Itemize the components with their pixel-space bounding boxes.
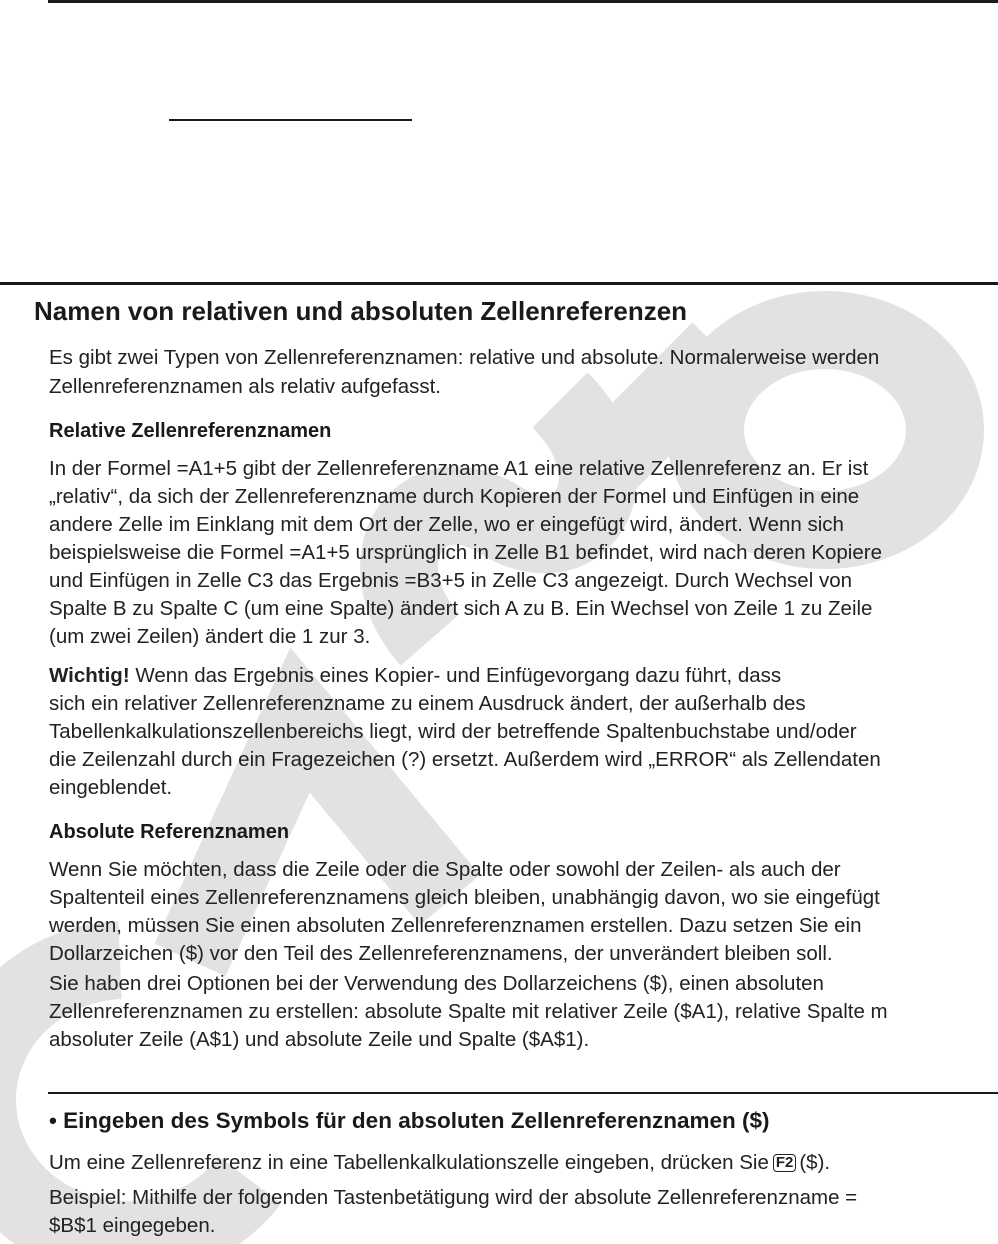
relative-line: (um zwei Zeilen) ändert die 1 zur 3.: [49, 625, 371, 648]
important-text: Wenn das Ergebnis eines Kopier- und Einfügevorgang dazu führt, dass: [129, 664, 782, 687]
absolute-line: werden, müssen Sie einen absoluten Zellenreferenznamen erstellen. Dazu setzen Sie ein: [49, 914, 862, 937]
absolute-line: Sie haben drei Optionen bei der Verwendung des Dollarzeichens ($), einen absoluten: [49, 972, 824, 995]
important-line: die Zeilenzahl durch ein Fragezeichen (?) ersetzt. Außerdem wird „ERROR“ als Zellendaten: [49, 748, 881, 771]
absolute-line: Dollarzeichen ($) vor den Teil des Zellenreferenznamens, der unverändert bleiben soll.: [49, 942, 833, 965]
entry-text-before: Um eine Zellenreferenz in eine Tabellenkalkulationszelle eingeben, drücken Sie: [49, 1151, 769, 1174]
relative-line: und Einfügen in Zelle C3 das Ergebnis =B3+5 in Zelle C3 angezeigt. Durch Wechsel von: [49, 569, 853, 592]
example-line: Beispiel: Mithilfe der folgenden Tastenbetätigung wird der absolute Zellenreferenzname =: [49, 1186, 858, 1209]
section-title: Namen von relativen und absoluten Zellenreferenzen: [34, 296, 688, 326]
relative-line: beispielsweise die Formel =A1+5 ursprünglich in Zelle B1 befindet, wird nach deren Kopiere: [49, 541, 882, 564]
relative-line: Spalte B zu Spalte C (um eine Spalte) ändert sich A zu B. Ein Wechsel von Zeile 1 zu Zeile: [49, 597, 873, 620]
absolute-line: absoluter Zeile (A$1) und absolute Zeile und Spalte ($A$1).: [49, 1028, 590, 1051]
important-line: eingeblendet.: [49, 776, 173, 799]
short-rule: [169, 119, 412, 121]
top-rule: [48, 0, 998, 3]
entry-text-after: ($).: [799, 1151, 831, 1174]
subsection-rule: [48, 1092, 998, 1094]
important-line: sich ein relativer Zellenreferenzname zu einem Ausdruck ändert, der außerhalb des: [49, 692, 806, 715]
entry-instruction: [49, 1149, 830, 1178]
f2-key-icon: F2: [773, 1154, 797, 1172]
relative-line: andere Zelle im Einklang mit dem Ort der Zelle, wo er eingefügt wird, ändert. Wenn sich: [49, 513, 844, 536]
important-line: Tabellenkalkulationszellenbereichs liegt, wird der betreffende Spaltenbuchstabe und/oder: [49, 720, 857, 743]
intro-line: Es gibt zwei Typen von Zellenreferenznamen: relative und absolute. Normalerweise werden: [49, 346, 880, 369]
relative-line: „relativ“, da sich der Zellenreferenzname durch Kopieren der Formel und Einfügen in eine: [49, 485, 860, 508]
entry-heading: • Eingeben des Symbols für den absoluten Zellenreferenznamen ($): [49, 1108, 770, 1133]
example-line: $B$1 eingegeben.: [49, 1214, 216, 1237]
absolute-heading: Absolute Referenznamen: [49, 821, 290, 843]
absolute-line: Zellenreferenznamen zu erstellen: absolute Spalte mit relativer Zeile ($A1), relative Spalte m: [49, 1000, 888, 1023]
important-note: [49, 662, 781, 691]
absolute-line: Wenn Sie möchten, dass die Zeile oder die Spalte oder sowohl der Zeilen- als auch der: [49, 858, 841, 881]
relative-heading: Relative Zellenreferenznamen: [49, 420, 332, 442]
section-rule: [0, 282, 998, 285]
important-label: Wichtig!: [49, 664, 130, 687]
relative-line: In der Formel =A1+5 gibt der Zellenreferenzname A1 eine relative Zellenreferenz an. Er ist: [49, 457, 869, 480]
absolute-line: Spaltenteil eines Zellenreferenznamens gleich bleiben, unabhängig davon, wo sie eingefügt: [49, 886, 880, 909]
intro-line: Zellenreferenznamen als relativ aufgefasst.: [49, 375, 441, 398]
